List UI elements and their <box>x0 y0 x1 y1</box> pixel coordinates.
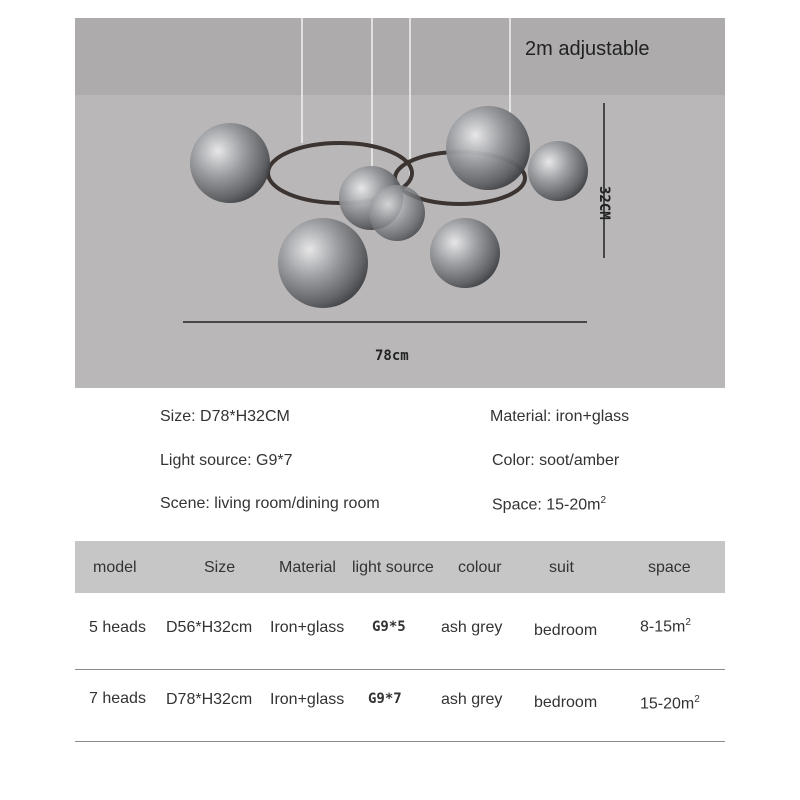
spec-material: Material: iron+glass <box>490 408 630 425</box>
header-colour: colour <box>458 559 502 576</box>
row2-colour: ash grey <box>441 691 503 708</box>
width-label: 78cm <box>375 348 409 364</box>
row2-space-sup: 2 <box>694 694 700 705</box>
spec-space-sup: 2 <box>600 495 607 506</box>
row1-space <box>640 617 691 636</box>
row2-suit: bedroom <box>534 694 598 711</box>
spec-space <box>492 495 606 514</box>
row1-colour: ash grey <box>441 619 503 636</box>
spec-space-text: Space: 15-20m <box>492 496 601 514</box>
spec-color: Color: soot/amber <box>492 452 620 469</box>
product-photo <box>75 18 725 388</box>
header-material: Material <box>279 559 336 576</box>
row2-space-text: 15-20m <box>640 695 695 713</box>
table-bottom-rule <box>75 741 725 742</box>
glass-globes <box>190 106 588 308</box>
spec-size: Size: D78*H32CM <box>160 408 290 425</box>
row1-model: 5 heads <box>89 619 146 636</box>
row1-size: D56*H32cm <box>166 619 253 636</box>
row2-model: 7 heads <box>89 690 146 707</box>
chandelier-illustration <box>75 18 725 388</box>
row1-space-text: 8-15m <box>640 618 686 636</box>
row2-material: Iron+glass <box>270 691 345 708</box>
header-space: space <box>648 559 691 576</box>
row1-material: Iron+glass <box>270 619 345 636</box>
height-label: 32CM <box>596 186 612 220</box>
spec-scene: Scene: living room/dining room <box>160 495 380 512</box>
spec-light-source: Light source: G9*7 <box>160 452 293 469</box>
row-divider <box>75 669 725 670</box>
row1-light-source: G9*5 <box>372 619 406 635</box>
row2-light-source: G9*7 <box>368 691 402 707</box>
header-suit: suit <box>549 559 574 576</box>
row2-space <box>640 694 700 713</box>
header-light-source: light source <box>352 559 434 576</box>
row2-size: D78*H32cm <box>166 691 253 708</box>
row1-space-sup: 2 <box>685 617 691 628</box>
header-model: model <box>93 559 137 576</box>
adjustable-label: 2m adjustable <box>525 38 650 60</box>
header-size: Size <box>204 559 236 576</box>
row1-suit: bedroom <box>534 622 598 639</box>
